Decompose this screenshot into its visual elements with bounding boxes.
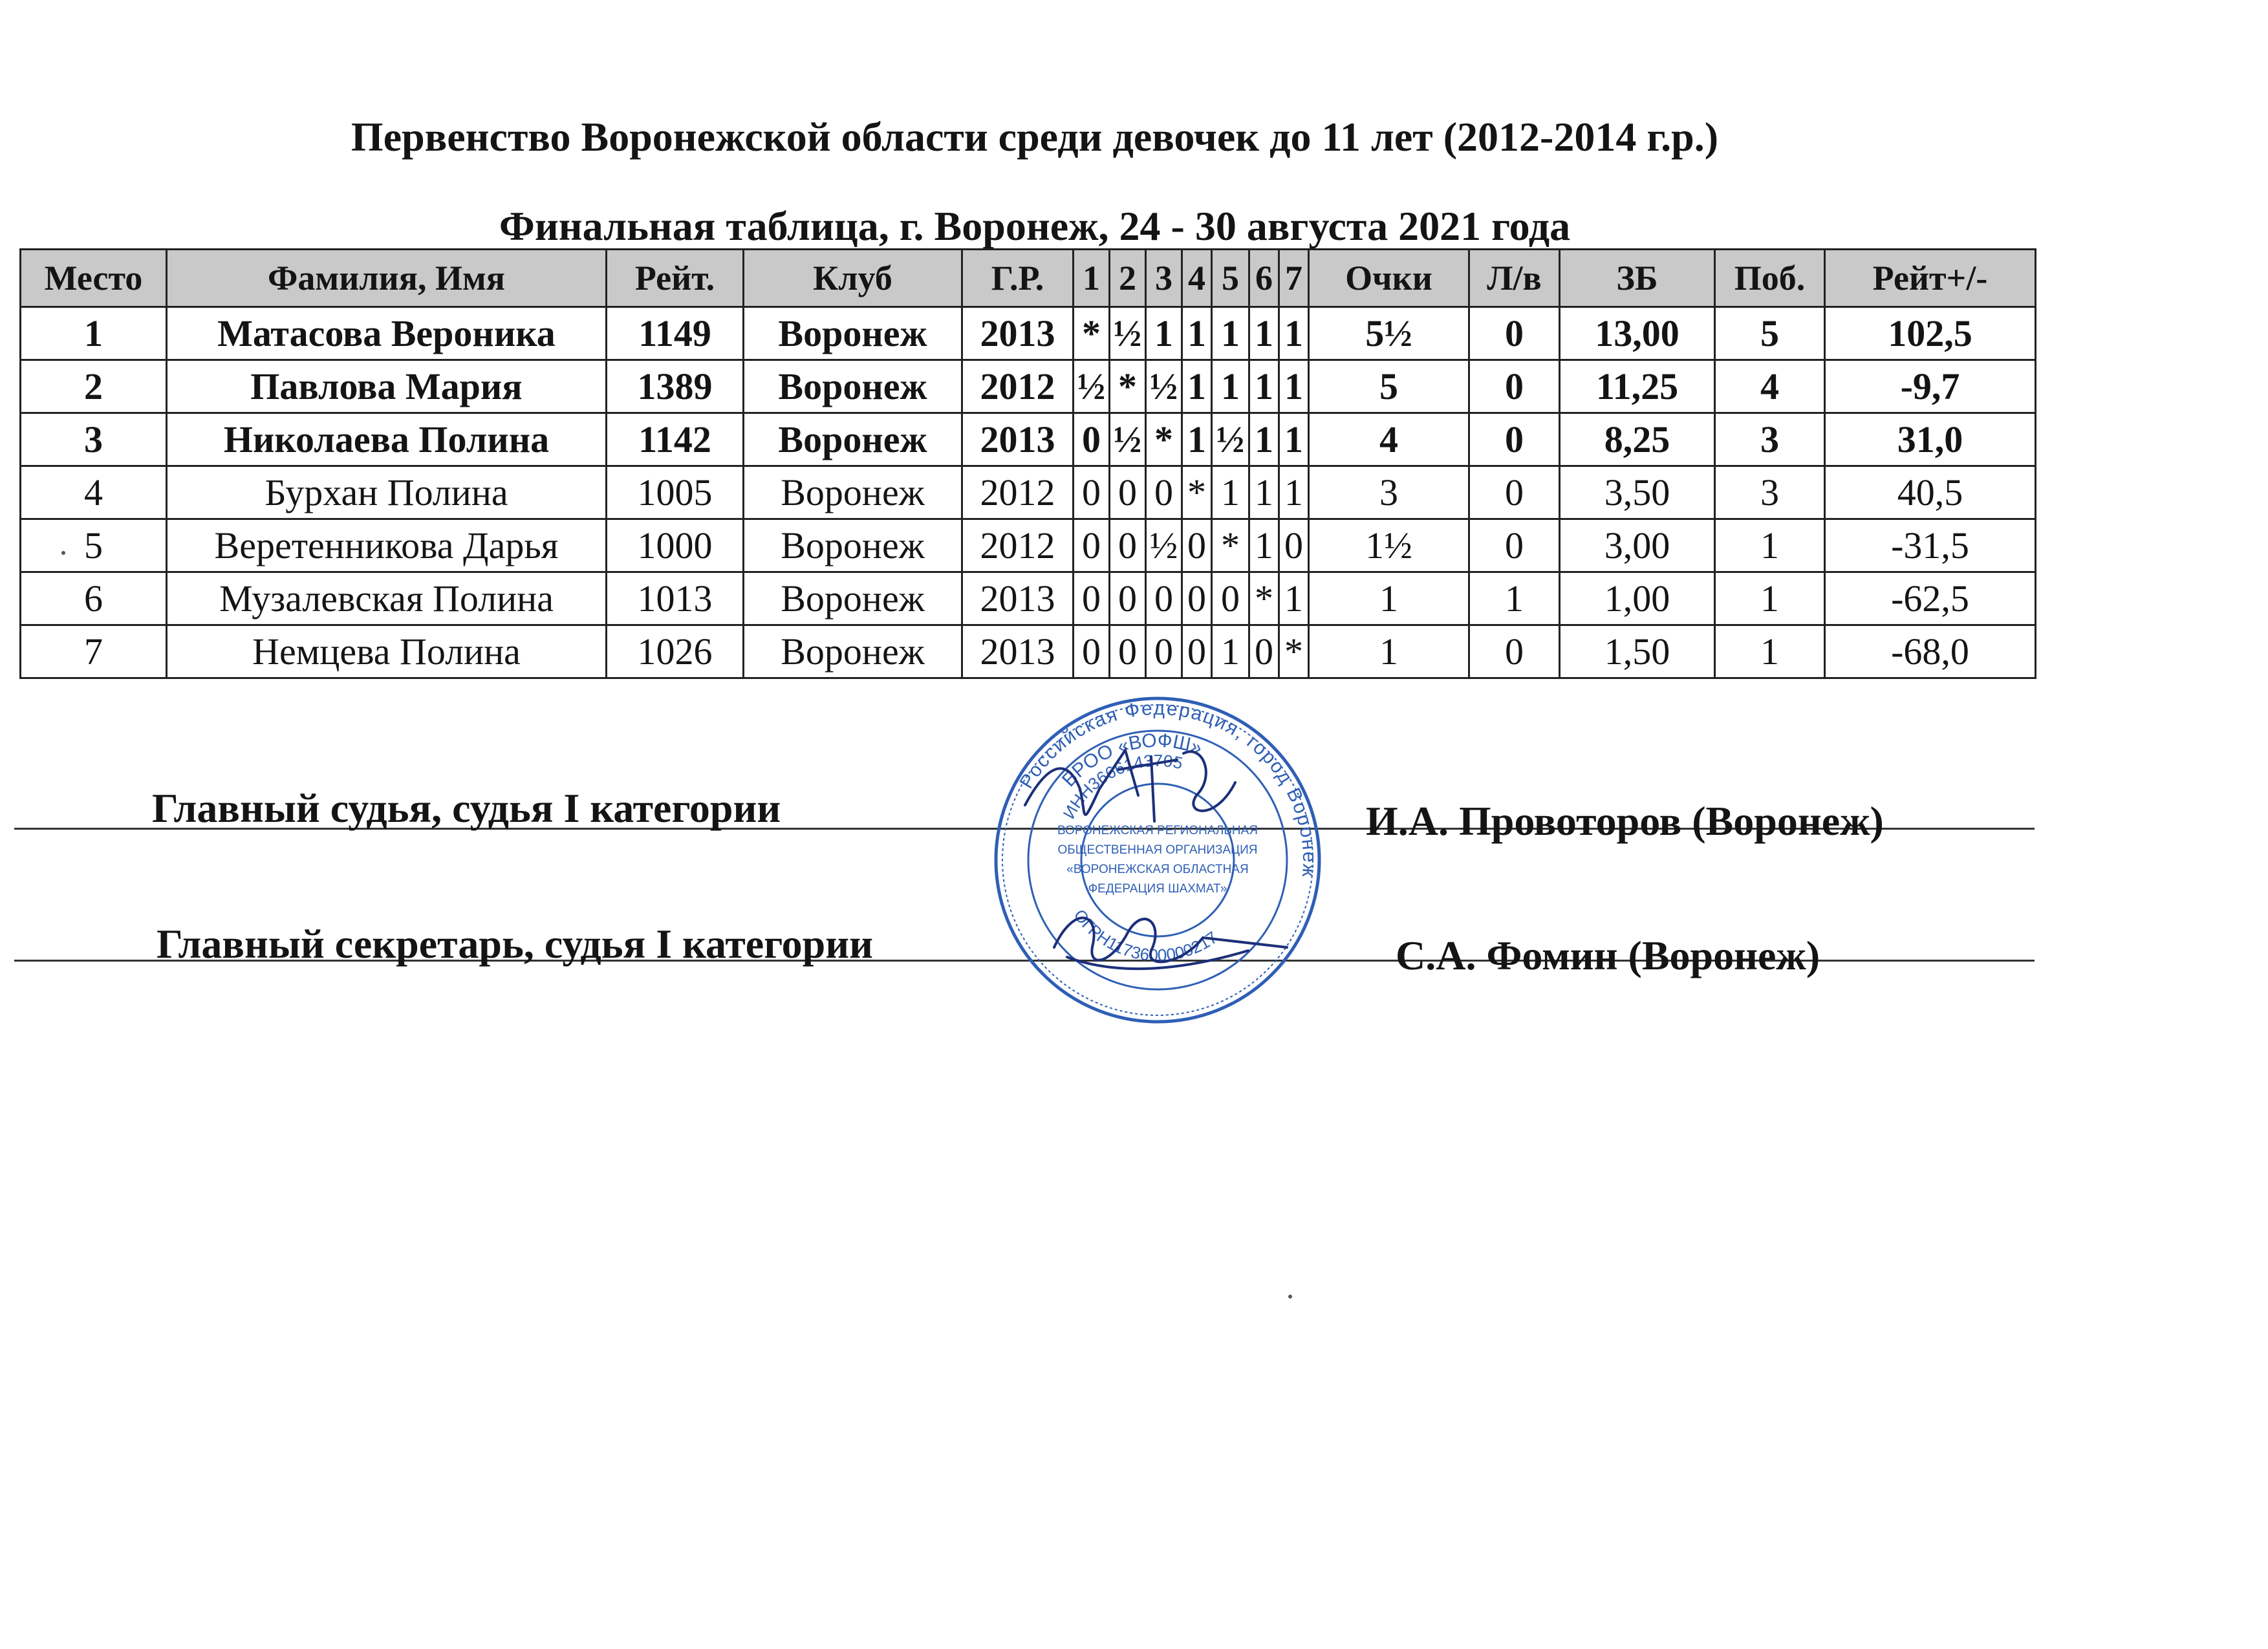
cell-round-2: 0 [1110, 625, 1146, 678]
cell-place: 7 [21, 625, 167, 678]
cell-round-4: * [1182, 466, 1212, 519]
table-row [21, 625, 2036, 678]
table-row [21, 519, 2036, 572]
cell-club: Воронеж [744, 307, 962, 360]
cell-round-3: ½ [1146, 360, 1182, 413]
header-tiebreak: ЗБ [1560, 250, 1715, 307]
cell-round-3: ½ [1146, 519, 1182, 572]
cell-tiebreak: 3,00 [1560, 519, 1715, 572]
header-round-1: 1 [1074, 250, 1110, 307]
table-row [21, 466, 2036, 519]
cell-lv: 0 [1469, 307, 1560, 360]
cell-wins: 5 [1715, 307, 1825, 360]
table-row [21, 572, 2036, 625]
cell-place: 3 [21, 413, 167, 466]
header-rating: Рейт. [607, 250, 744, 307]
cell-wins: 1 [1715, 572, 1825, 625]
cell-birth-year: 2013 [962, 307, 1074, 360]
cell-rating-change: -62,5 [1825, 572, 2036, 625]
cell-club: Воронеж [744, 360, 962, 413]
cell-rating-change: 102,5 [1825, 307, 2036, 360]
cell-round-3: 0 [1146, 572, 1182, 625]
stamp-center-ring [1081, 784, 1234, 936]
cell-rating-change: 40,5 [1825, 466, 2036, 519]
cell-points: 4 [1309, 413, 1469, 466]
cell-wins: 3 [1715, 413, 1825, 466]
table-body [21, 307, 2036, 678]
cell-round-4: 1 [1182, 413, 1212, 466]
cell-round-2: * [1110, 360, 1146, 413]
cell-place: 4 [21, 466, 167, 519]
cell-rating-change: -68,0 [1825, 625, 2036, 678]
cell-wins: 4 [1715, 360, 1825, 413]
cell-round-3: 1 [1146, 307, 1182, 360]
cell-round-7: 1 [1279, 572, 1309, 625]
cell-round-6: * [1249, 572, 1279, 625]
cell-name: Музалевская Полина [167, 572, 607, 625]
stamp-center-line-4: ФЕДЕРАЦИЯ ШАХМАТ» [1088, 882, 1227, 896]
cell-round-7: 1 [1279, 307, 1309, 360]
cell-tiebreak: 8,25 [1560, 413, 1715, 466]
cell-birth-year: 2013 [962, 413, 1074, 466]
cell-round-6: 1 [1249, 466, 1279, 519]
header-wins: Поб. [1715, 250, 1825, 307]
cell-rating: 1013 [607, 572, 744, 625]
cell-name: Бурхан Полина [167, 466, 607, 519]
cell-club: Воронеж [744, 466, 962, 519]
cell-wins: 1 [1715, 625, 1825, 678]
cell-round-5: 1 [1212, 307, 1249, 360]
cell-rating: 1389 [607, 360, 744, 413]
cell-round-1: * [1074, 307, 1110, 360]
cell-rating: 1142 [607, 413, 744, 466]
stamp-center-line-1: ВОРОНЕЖСКАЯ РЕГИОНАЛЬНАЯ [1057, 824, 1258, 837]
cell-name: Веретенникова Дарья [167, 519, 607, 572]
cell-round-7: 0 [1279, 519, 1309, 572]
document-subtitle: Финальная таблица, г. Воронеж, 24 - 30 августа 2021 года [499, 203, 1571, 249]
cell-round-7: * [1279, 625, 1309, 678]
cell-rating: 1149 [607, 307, 744, 360]
cell-birth-year: 2012 [962, 466, 1074, 519]
cell-birth-year: 2012 [962, 360, 1074, 413]
results-table [19, 248, 2036, 679]
cell-round-2: 0 [1110, 572, 1146, 625]
cell-round-6: 1 [1249, 519, 1279, 572]
cell-round-4: 1 [1182, 307, 1212, 360]
cell-tiebreak: 11,25 [1560, 360, 1715, 413]
cell-place: 6 [21, 572, 167, 625]
cell-tiebreak: 1,50 [1560, 625, 1715, 678]
header-round-5: 5 [1212, 250, 1249, 307]
header-birth-year: Г.Р. [962, 250, 1074, 307]
document-title: Первенство Воронежской области среди девочек до 11 лет (2012-2014 г.р.) [351, 114, 1719, 160]
cell-round-7: 1 [1279, 466, 1309, 519]
cell-round-1: 0 [1074, 625, 1110, 678]
cell-lv: 0 [1469, 413, 1560, 466]
secretary-name: С.А. Фомин (Воронеж) [1396, 932, 1820, 978]
cell-round-7: 1 [1279, 360, 1309, 413]
cell-lv: 0 [1469, 466, 1560, 519]
cell-rating: 1026 [607, 625, 744, 678]
judge-role: Главный судья, судья I категории [152, 785, 781, 831]
cell-round-6: 0 [1249, 625, 1279, 678]
header-round-7: 7 [1279, 250, 1309, 307]
cell-name: Матасова Вероника [167, 307, 607, 360]
organization-stamp [989, 692, 1326, 1028]
cell-round-1: 0 [1074, 572, 1110, 625]
cell-name: Немцева Полина [167, 625, 607, 678]
cell-points: 5½ [1309, 307, 1469, 360]
cell-club: Воронеж [744, 625, 962, 678]
cell-round-3: 0 [1146, 625, 1182, 678]
header-club: Клуб [744, 250, 962, 307]
cell-place: 5 [21, 519, 167, 572]
cell-points: 1 [1309, 572, 1469, 625]
cell-birth-year: 2013 [962, 625, 1074, 678]
cell-round-3: 0 [1146, 466, 1182, 519]
table-row [21, 413, 2036, 466]
cell-club: Воронеж [744, 413, 962, 466]
cell-round-6: 1 [1249, 307, 1279, 360]
cell-round-3: * [1146, 413, 1182, 466]
cell-tiebreak: 1,00 [1560, 572, 1715, 625]
cell-round-2: ½ [1110, 413, 1146, 466]
cell-round-4: 1 [1182, 360, 1212, 413]
header-lv: Л/в [1469, 250, 1560, 307]
cell-round-2: 0 [1110, 466, 1146, 519]
cell-points: 1½ [1309, 519, 1469, 572]
cell-round-5: 1 [1212, 466, 1249, 519]
cell-rating-change: -9,7 [1825, 360, 2036, 413]
cell-name: Николаева Полина [167, 413, 607, 466]
cell-round-2: 0 [1110, 519, 1146, 572]
cell-lv: 0 [1469, 360, 1560, 413]
cell-round-1: 0 [1074, 519, 1110, 572]
cell-rating-change: -31,5 [1825, 519, 2036, 572]
cell-points: 1 [1309, 625, 1469, 678]
cell-points: 5 [1309, 360, 1469, 413]
cell-place: 2 [21, 360, 167, 413]
cell-lv: 1 [1469, 572, 1560, 625]
judge-name: И.А. Провоторов (Воронеж) [1366, 798, 1884, 844]
table-header-row [21, 250, 2036, 307]
cell-round-4: 0 [1182, 519, 1212, 572]
cell-round-6: 1 [1249, 360, 1279, 413]
cell-wins: 1 [1715, 519, 1825, 572]
stamp-abbrev: БРОО «ВОФШ» [1057, 729, 1205, 792]
header-rating-change: Рейт+/- [1825, 250, 2036, 307]
cell-tiebreak: 13,00 [1560, 307, 1715, 360]
cell-round-5: ½ [1212, 413, 1249, 466]
cell-tiebreak: 3,50 [1560, 466, 1715, 519]
header-round-6: 6 [1249, 250, 1279, 307]
header-place: Место [21, 250, 167, 307]
cell-round-5: 1 [1212, 360, 1249, 413]
cell-birth-year: 2013 [962, 572, 1074, 625]
table-row [21, 307, 2036, 360]
stamp-outer-text: Российская Федерация, город Воронеж [1015, 697, 1321, 879]
header-round-2: 2 [1110, 250, 1146, 307]
cell-round-1: ½ [1074, 360, 1110, 413]
cell-place: 1 [21, 307, 167, 360]
cell-lv: 0 [1469, 519, 1560, 572]
header-round-3: 3 [1146, 250, 1182, 307]
scan-speck [61, 551, 65, 555]
table-row [21, 360, 2036, 413]
cell-round-4: 0 [1182, 572, 1212, 625]
cell-round-4: 0 [1182, 625, 1212, 678]
cell-rating-change: 31,0 [1825, 413, 2036, 466]
stamp-ogrn: ОГРН1173600000217 [1070, 905, 1222, 965]
cell-club: Воронеж [744, 572, 962, 625]
cell-round-1: 0 [1074, 413, 1110, 466]
cell-round-6: 1 [1249, 413, 1279, 466]
cell-round-5: 1 [1212, 625, 1249, 678]
stamp-center-line-3: «ВОРОНЕЖСКАЯ ОБЛАСТНАЯ [1066, 863, 1249, 876]
secretary-role: Главный секретарь, судья I категории [157, 921, 873, 967]
cell-birth-year: 2012 [962, 519, 1074, 572]
header-points: Очки [1309, 250, 1469, 307]
header-round-4: 4 [1182, 250, 1212, 307]
cell-round-5: 0 [1212, 572, 1249, 625]
cell-round-2: ½ [1110, 307, 1146, 360]
cell-points: 3 [1309, 466, 1469, 519]
cell-rating: 1000 [607, 519, 744, 572]
scan-speck [1288, 1295, 1292, 1299]
stamp-inn: ИНН3666143705 [1059, 750, 1185, 823]
cell-round-7: 1 [1279, 413, 1309, 466]
cell-name: Павлова Мария [167, 360, 607, 413]
stamp-center-line-2: ОБЩЕСТВЕННАЯ ОРГАНИЗАЦИЯ [1057, 843, 1258, 857]
header-name: Фамилия, Имя [167, 250, 607, 307]
cell-lv: 0 [1469, 625, 1560, 678]
cell-rating: 1005 [607, 466, 744, 519]
cell-round-1: 0 [1074, 466, 1110, 519]
cell-round-5: * [1212, 519, 1249, 572]
cell-club: Воронеж [744, 519, 962, 572]
cell-wins: 3 [1715, 466, 1825, 519]
